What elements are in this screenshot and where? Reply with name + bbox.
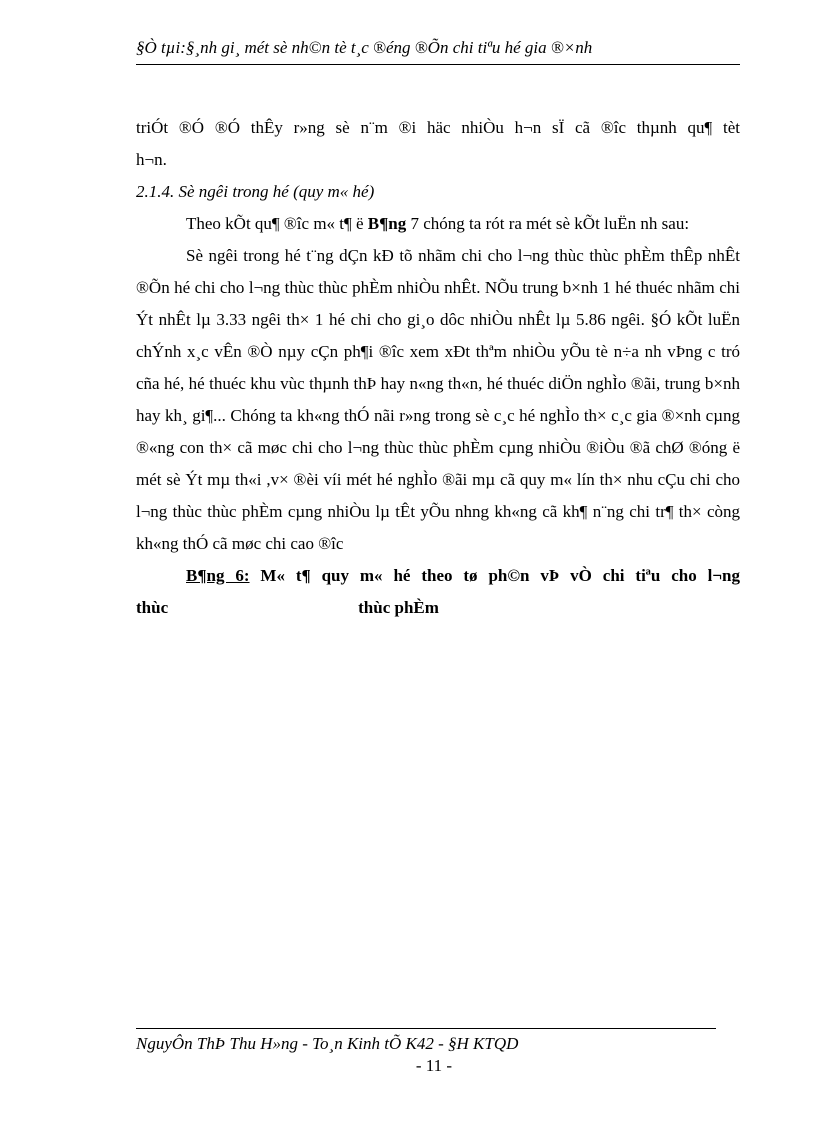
page-header: §Ò tµi:§¸nh gi¸ mét sè nh©n tè t¸c ®éng ®Õn chi tiªu hé gia ®×nh bbox=[136, 38, 740, 65]
table-caption-word: thùc phÈm bbox=[358, 598, 439, 617]
page-footer: NguyÔn ThÞ Thu H»ng - To¸n Kinh tÕ K42 - §H KTQD bbox=[136, 1034, 519, 1053]
page-number: - 11 - bbox=[415, 1056, 453, 1075]
table-caption bbox=[136, 560, 740, 592]
footer-divider bbox=[136, 1028, 716, 1029]
paragraph bbox=[136, 208, 740, 240]
paragraph-text: Theo kÕt qu¶ ®îc m« t¶ ë bbox=[186, 214, 368, 233]
table-reference: B¶ng bbox=[367, 214, 407, 233]
body-text bbox=[136, 112, 740, 624]
table-caption-text: M« t¶ quy m« hé theo tø ph©n vÞ vÒ chi tiªu cho l¬ng bbox=[249, 566, 740, 585]
section-heading: 2.1.4. Sè ngêi trong hé (quy m« hé) bbox=[136, 182, 375, 201]
paragraph: Sè ngêi trong hé t¨ng dÇn kÐ tõ nhãm chi cho l¬ng thùc thùc phÈm thÊp nhÊt ®Õn hé chi cho l¬ng thùc thùc phÈm nhiÒu nhÊt. NÕu trung b×nh 1 hé thuéc nhãm chi Ýt nhÊt lµ 3.33 ngêi th× 1 hé chi cho gi¸o dôc nhiÒu nhÊt lµ 5.86 ngêi. §Ó kÕt luËn chÝnh x¸c vÊn ®Ò nµy cÇn ph¶i ®îc xem xÐt thªm nhiÒu yÕu tè n÷a nh vÞng c tró cña hé, hé thuéc khu vùc thµnh thÞ hay n«ng th«n, hé thuéc diÖn nghÌo ®ãi, trung b×nh hay kh¸ gi¶... Chóng ta kh«ng thÓ nãi r»ng trong sè c¸c hé nghÌo th× c¸c gia ®×nh cµng ®«ng con th× cã møc chi cho l¬ng thùc thùc phÈm cµng nhiÒu ®iÒu ®ã chØ ®óng ë mét sè Ýt mµ th«i ,v× ®èi víi mét hé nghÌo ®ãi mµ cã quy m« lín th× nhu cÇu chi cho l¬ng thùc thùc phÈm cµng nhiÒu lµ tÊt yÕu nhng kh«ng cã kh¶ n¨ng chi tr¶ th× còng kh«ng thÓ cã møc chi cao ®îc bbox=[136, 246, 740, 553]
paragraph-line: h¬n. bbox=[136, 150, 167, 169]
paragraph-text: 7 chóng ta rót ra mét sè kÕt luËn nh sau: bbox=[406, 214, 690, 233]
paragraph-line: triÓt ®Ó ®Ó thÊy r»ng sè n¨m ®i häc nhiÒu h¬n sÏ cã ®îc thµnh qu¶ tèt bbox=[136, 118, 740, 137]
table-caption-word: thùc bbox=[136, 598, 169, 617]
table-caption-label: B¶ng 6: bbox=[186, 566, 250, 585]
table-caption-continued bbox=[136, 592, 740, 624]
